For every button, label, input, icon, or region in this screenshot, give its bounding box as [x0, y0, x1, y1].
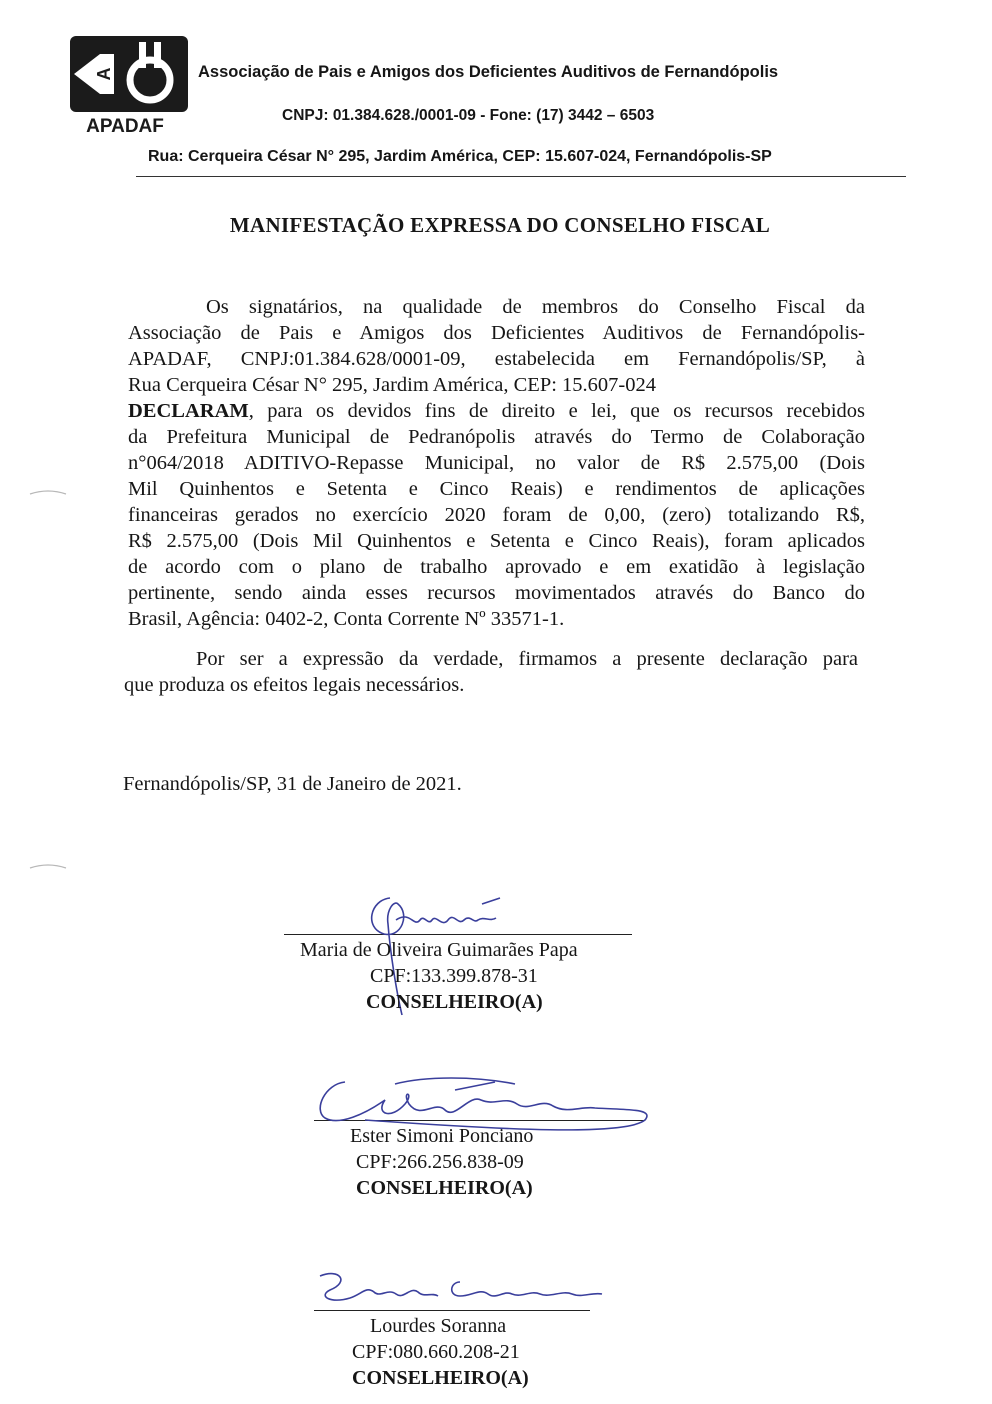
body-line: Os signatários, na qualidade de membros do Conselho Fiscal da — [206, 296, 865, 318]
body-line: financeiras gerados no exercício 2020 foram de 0,00, (zero) totalizando R$, — [128, 504, 865, 526]
header-divider — [136, 176, 906, 177]
signatory-name: Ester Simoni Ponciano — [350, 1125, 534, 1147]
svg-text:A: A — [94, 67, 114, 81]
body-line: de acordo com o plano de trabalho aprovado e em exatidão à legislação — [128, 556, 865, 578]
scan-mark-icon — [28, 860, 68, 874]
body-line: que produza os efeitos legais necessários. — [124, 674, 465, 696]
body-line: R$ 2.575,00 (Dois Mil Quinhentos e Setenta e Cinco Reais), foram aplicados — [128, 530, 865, 552]
body-line: Associação de Pais e Amigos dos Deficientes Auditivos de Fernandópolis- — [128, 322, 865, 344]
body-line: Mil Quinhentos e Setenta e Cinco Reais) e rendimentos de aplicações — [128, 478, 865, 500]
signatory-name: Maria de Oliveira Guimarães Papa — [300, 939, 578, 961]
body-line: da Prefeitura Municipal de Pedranópolis através do Termo de Colaboração — [128, 426, 865, 448]
scan-mark-icon — [28, 486, 68, 500]
body-line-text: , para os devidos fins de direito e lei, que os recursos recebidos — [248, 400, 865, 422]
signatory-cpf: CPF:080.660.208-21 — [352, 1341, 520, 1363]
signatory-role: CONSELHEIRO(A) — [366, 991, 543, 1013]
document-title: MANIFESTAÇÃO EXPRESSA DO CONSELHO FISCAL — [229, 213, 771, 237]
body-line: APADAF, CNPJ:01.384.628/0001-09, estabelecida em Fernandópolis/SP, à — [128, 348, 865, 370]
signatory-name: Lourdes Soranna — [370, 1315, 507, 1337]
organization-name: Associação de Pais e Amigos dos Deficientes Auditivos de Fernandópolis — [198, 63, 779, 81]
apadaf-logo — [70, 36, 188, 136]
signatory-role: CONSELHEIRO(A) — [356, 1177, 533, 1199]
body-line: Brasil, Agência: 0402-2, Conta Corrente Nº 33571-1. — [128, 608, 565, 630]
body-line: pertinente, sendo ainda esses recursos movimentados através do Banco do — [128, 582, 865, 604]
svg-text:APADAF: APADAF — [86, 116, 164, 136]
body-line — [128, 398, 865, 424]
signatory-cpf: CPF:133.399.878-31 — [370, 965, 538, 987]
signatory-cpf: CPF:266.256.838-09 — [356, 1151, 524, 1173]
signatory-role: CONSELHEIRO(A) — [352, 1367, 529, 1389]
date-location: Fernandópolis/SP, 31 de Janeiro de 2021. — [123, 773, 462, 795]
organization-cnpj-phone: CNPJ: 01.384.628./0001-09 - Fone: (17) 3442 – 6503 — [282, 107, 655, 124]
declaram-emphasis: DECLARAM — [128, 400, 249, 422]
ear-logo-icon — [70, 36, 188, 136]
organization-address: Rua: Cerqueira César N° 295, Jardim América, CEP: 15.607-024, Fernandópolis-SP — [148, 148, 772, 165]
body-line: Por ser a expressão da verdade, firmamos a presente declaração para — [196, 648, 858, 670]
body-line: n°064/2018 ADITIVO-Repasse Municipal, no valor de R$ 2.575,00 (Dois — [128, 452, 865, 474]
handwritten-signature-3 — [310, 1262, 610, 1312]
body-line: Rua Cerqueira César N° 295, Jardim América, CEP: 15.607-024 — [128, 374, 656, 396]
